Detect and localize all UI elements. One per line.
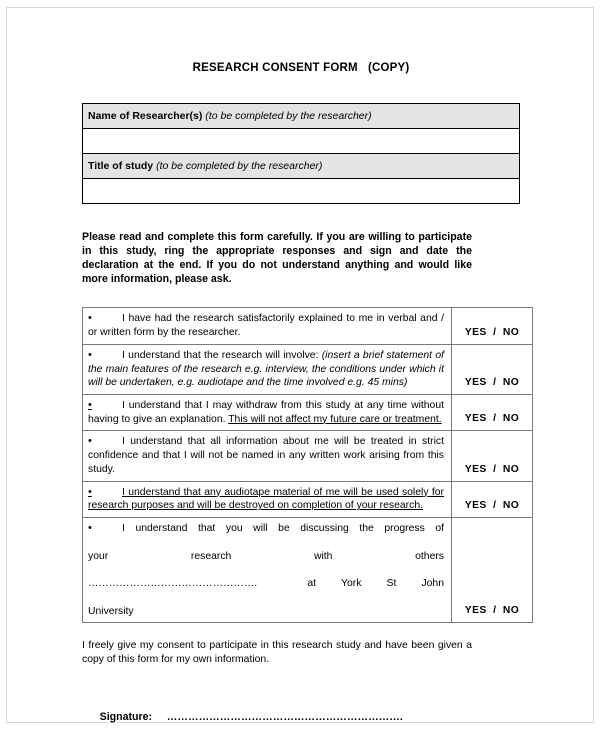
statement-text-withdraw: I understand that I may withdraw from this study at any time without having to give an explanation. — [88, 399, 444, 425]
name-of-researcher-label: Name of Researcher(s) — [88, 110, 203, 122]
yes-no-option-withdraw[interactable]: YES / NO — [452, 394, 533, 430]
yes-no-option-research-involves[interactable]: YES / NO — [452, 344, 533, 394]
bullet-icon: • — [88, 485, 92, 498]
statement-underlined-withdraw: This will not affect my future care or treatment. — [228, 413, 442, 425]
title-of-study-input-cell[interactable] — [83, 179, 520, 204]
table-row — [83, 129, 520, 154]
bullet-icon: • — [88, 522, 92, 535]
statement-cell-confidentiality — [83, 431, 452, 481]
bullet-icon: • — [88, 398, 92, 411]
page-title: RESEARCH CONSENT FORM (COPY) — [192, 62, 410, 74]
yes-no-option-progress-discussion[interactable]: YES / NO — [452, 518, 533, 623]
name-of-researcher-header-cell — [83, 104, 520, 129]
statement-text-research-involves: I understand that the research will involve: — [122, 349, 322, 361]
document-content — [82, 0, 520, 730]
table-row — [83, 344, 533, 394]
table-row — [83, 394, 533, 430]
title-of-study-label: Title of study — [88, 160, 154, 172]
statement-cell-audiotape — [83, 481, 452, 517]
statement-text-progress-line1: I understand that you will be discussing the progress of — [122, 523, 444, 535]
statement-cell-explained — [83, 308, 452, 344]
signature-line — [82, 699, 520, 730]
statement-underlined-audiotape: I understand that any audiotape material of me will be used solely for research purposes and will be destroyed on completion of your research. — [88, 486, 444, 512]
instructions-paragraph: Please read and complete this form carefully. If you are willing to participate in this study, ring the appropriate responses and sign and date the declaration at the end. If you do not understand anything and would like more information, please ask. — [82, 231, 472, 286]
name-of-researcher-note: (to be completed by the researcher) — [202, 110, 372, 122]
statement-cell-research-involves — [83, 344, 452, 394]
bullet-icon: • — [88, 435, 92, 448]
bullet-icon: • — [88, 348, 92, 361]
table-row — [83, 481, 533, 517]
table-row — [83, 431, 533, 481]
statement-italic-research-involves: (insert a brief statement of the main features of the research e.g. interview, the conditions under which it will be undertaken, e.g. audiotape and the time involved e.g. 45 mins) — [88, 349, 444, 389]
name-of-researcher-input-cell[interactable] — [83, 129, 520, 154]
statement-text-progress-line2: your research with others — [88, 550, 444, 562]
consent-declaration-paragraph: I freely give my consent to participate in this research study and have been given a copy of this form for my own information. — [82, 640, 472, 666]
table-row — [83, 154, 520, 179]
statement-text-progress-line4: University — [88, 605, 134, 617]
researcher-info-table — [82, 103, 520, 204]
yes-no-option-confidentiality[interactable]: YES / NO — [452, 431, 533, 481]
table-row — [83, 179, 520, 204]
title-of-study-header-cell — [83, 154, 520, 179]
statement-cell-withdraw — [83, 394, 452, 430]
consent-statements-table — [82, 307, 533, 623]
yes-no-option-explained[interactable]: YES / NO — [452, 308, 533, 344]
statement-cell-progress-discussion — [83, 518, 452, 623]
table-row — [83, 518, 533, 623]
statement-text-explained: I have had the research satisfactorily explained to me in verbal and / or written form by the researcher. — [88, 313, 444, 339]
title-of-study-note: (to be completed by the researcher) — [153, 160, 323, 172]
table-row — [83, 308, 533, 344]
signature-input-dots[interactable]: …………………………………………………………. — [166, 711, 403, 724]
statement-text-confidentiality: I understand that all information about me will be treated in strict confidence and that I will not be named in any written work arising from this study. — [88, 436, 444, 475]
yes-no-option-audiotape[interactable]: YES / NO — [452, 481, 533, 517]
table-row — [83, 104, 520, 129]
signature-label: Signature: — [99, 711, 153, 724]
statement-text-progress-tail: at York St John — [307, 578, 444, 590]
progress-fill-in-dots[interactable]: …………………………………………. — [88, 578, 258, 590]
bullet-icon: • — [88, 312, 92, 325]
